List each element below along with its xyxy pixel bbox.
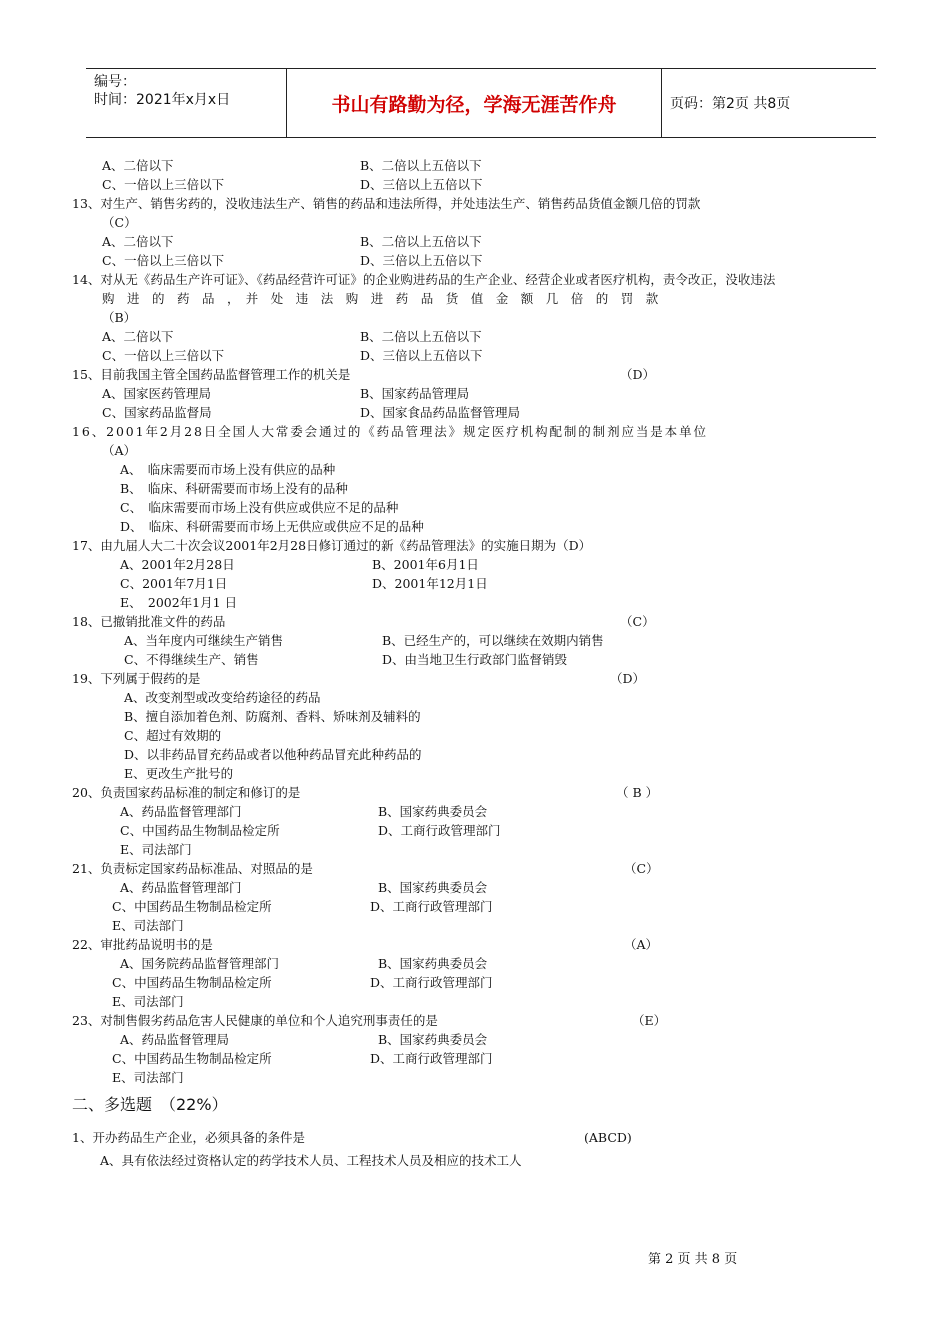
- option: B、国家药品管理局: [360, 386, 470, 401]
- question-answer: （A）: [624, 937, 659, 952]
- option: A、国务院药品监督管理部门: [120, 956, 280, 971]
- option: C、国家药品监督局: [102, 405, 212, 420]
- option: C、中国药品生物制品检定所: [112, 1051, 272, 1066]
- question-stem: 13、对生产、销售劣药的，没收违法生产、销售的药品和违法所得，并处违法生产、销售药品货值金额几倍的罚款: [72, 196, 701, 211]
- header-motto: 书山有路勤为径，学海无涯苦作舟: [286, 69, 662, 137]
- question-21: [72, 859, 890, 935]
- question-answer: (ABCD): [584, 1130, 632, 1145]
- question-14: [72, 270, 890, 365]
- option: E、司法部门: [112, 994, 184, 1009]
- question-answer: （D）: [620, 367, 656, 382]
- number-label: 编号：: [94, 74, 136, 90]
- option: A、改变剂型或改变给药途径的药品: [124, 690, 321, 705]
- option: A、2001年2月28日: [120, 557, 235, 572]
- option: A、国家医药管理局: [102, 386, 212, 401]
- question-answer: （C）: [102, 215, 137, 230]
- option: C、一倍以上三倍以下: [102, 348, 225, 363]
- option: B、2001年6月1日: [372, 557, 479, 572]
- option: E、司法部门: [112, 1070, 184, 1085]
- question-stem: 18、已撤销批准文件的药品: [72, 614, 226, 629]
- option: C、中国药品生物制品检定所: [112, 899, 272, 914]
- option: D、 临床、科研需要而市场上无供应或供应不足的品种: [120, 519, 424, 534]
- option: B、二倍以上五倍以下: [360, 158, 482, 173]
- option: C、中国药品生物制品检定所: [120, 823, 280, 838]
- question-stem-continued: 购 进 的 药 品 ， 并 处 违 法 购 进 药 品 货 值 金 额 几 倍 的 罚 款: [102, 291, 659, 306]
- option: D、工商行政管理部门: [370, 899, 493, 914]
- option: B、 临床、科研需要而市场上没有的品种: [120, 481, 348, 496]
- option: A、二倍以下: [102, 158, 174, 173]
- option: B、二倍以上五倍以下: [360, 234, 482, 249]
- header-page-label: 页码：第2页 共8页: [670, 96, 791, 112]
- option: A、 临床需要而市场上没有供应的品种: [120, 462, 336, 477]
- option: D、由当地卫生行政部门监督销毁: [382, 652, 568, 667]
- option: D、以非药品冒充药品或者以他种药品冒充此种药品的: [124, 747, 422, 762]
- option: A、当年度内可继续生产销售: [124, 633, 284, 648]
- option: C、中国药品生物制品检定所: [112, 975, 272, 990]
- question-answer: （D）: [610, 671, 646, 686]
- question-17: [72, 536, 890, 612]
- question-list: [72, 156, 890, 1173]
- time-label: 时间：2021年x月x日: [94, 92, 231, 108]
- header-meta: [86, 69, 286, 137]
- option: D、2001年12月1日: [372, 576, 488, 591]
- option: C、一倍以上三倍以下: [102, 177, 225, 192]
- question-18: [72, 612, 890, 669]
- option: C、一倍以上三倍以下: [102, 253, 225, 268]
- option: E、更改生产批号的: [124, 766, 234, 781]
- option: B、已经生产的，可以继续在效期内销售: [382, 633, 604, 648]
- option: A、具有依法经过资格认定的药学技术人员、工程技术人员及相应的技术工人: [100, 1153, 522, 1168]
- question-answer: （A）: [102, 443, 137, 458]
- question-stem: 15、目前我国主管全国药品监督管理工作的机关是: [72, 367, 351, 382]
- question-23: [72, 1011, 890, 1087]
- question-15: [72, 365, 890, 422]
- question-13: [72, 194, 890, 270]
- page-header: [86, 68, 876, 138]
- question-stem: 1、开办药品生产企业，必须具备的条件是: [72, 1130, 305, 1145]
- option: C、2001年7月1日: [120, 576, 228, 591]
- option: D、工商行政管理部门: [370, 975, 493, 990]
- section-title: 二、多选题 （22%）: [72, 1095, 228, 1114]
- option: B、国家药典委员会: [378, 1032, 488, 1047]
- question-answer: （E）: [632, 1013, 667, 1028]
- question-answer: （C）: [624, 861, 659, 876]
- option: E、司法部门: [112, 918, 184, 933]
- option: A、药品监督管理部门: [120, 880, 242, 895]
- question-stem: 20、负责国家药品标准的制定和修订的是: [72, 785, 301, 800]
- option: E、司法部门: [120, 842, 192, 857]
- option: D、国家食品药品监督管理局: [360, 405, 521, 420]
- question-stem: 19、下列属于假药的是: [72, 671, 201, 686]
- question-stem: 16、2001年2月28日全国人大常委会通过的《药品管理法》规定医疗机构配制的制剂应当是本单位: [72, 424, 708, 439]
- question-answer: （B）: [102, 310, 137, 325]
- question-answer: （ B ）: [616, 785, 659, 800]
- option: B、国家药典委员会: [378, 956, 488, 971]
- option: D、三倍以上五倍以下: [360, 348, 483, 363]
- option: C、不得继续生产、销售: [124, 652, 259, 667]
- question-stem: 17、由九届人大二十次会议2001年2月28日修订通过的新《药品管理法》的实施日期为（D）: [72, 538, 592, 553]
- option: C、 临床需要而市场上没有供应或供应不足的品种: [120, 500, 399, 515]
- question-12-options: [72, 156, 890, 194]
- multi-question-1: [72, 1127, 890, 1173]
- question-stem: 23、对制售假劣药品危害人民健康的单位和个人追究刑事责任的是: [72, 1013, 438, 1028]
- question-16: [72, 422, 890, 536]
- option: D、三倍以上五倍以下: [360, 177, 483, 192]
- option: E、 2002年1月1 日: [120, 595, 238, 610]
- option: B、二倍以上五倍以下: [360, 329, 482, 344]
- question-20: [72, 783, 890, 859]
- option: B、国家药典委员会: [378, 880, 488, 895]
- option: A、二倍以下: [102, 234, 174, 249]
- option: B、国家药典委员会: [378, 804, 488, 819]
- option: C、超过有效期的: [124, 728, 222, 743]
- option: A、药品监督管理局: [120, 1032, 230, 1047]
- option: D、工商行政管理部门: [370, 1051, 493, 1066]
- question-stem: 14、对从无《药品生产许可证》、《药品经营许可证》的企业购进药品的生产企业、经营企业或者医疗机构，责令改正，没收违法: [72, 272, 776, 287]
- page-footer: 第 2 页 共 8 页: [648, 1252, 738, 1267]
- option: B、擅自添加着色剂、防腐剂、香料、矫味剂及辅料的: [124, 709, 421, 724]
- question-22: [72, 935, 890, 1011]
- question-answer: （C）: [620, 614, 655, 629]
- question-19: [72, 669, 890, 783]
- option: D、三倍以上五倍以下: [360, 253, 483, 268]
- option: D、工商行政管理部门: [378, 823, 501, 838]
- option: A、二倍以下: [102, 329, 174, 344]
- question-stem: 21、负责标定国家药品标准品、对照品的是: [72, 861, 313, 876]
- question-stem: 22、审批药品说明书的是: [72, 937, 213, 952]
- option: A、药品监督管理部门: [120, 804, 242, 819]
